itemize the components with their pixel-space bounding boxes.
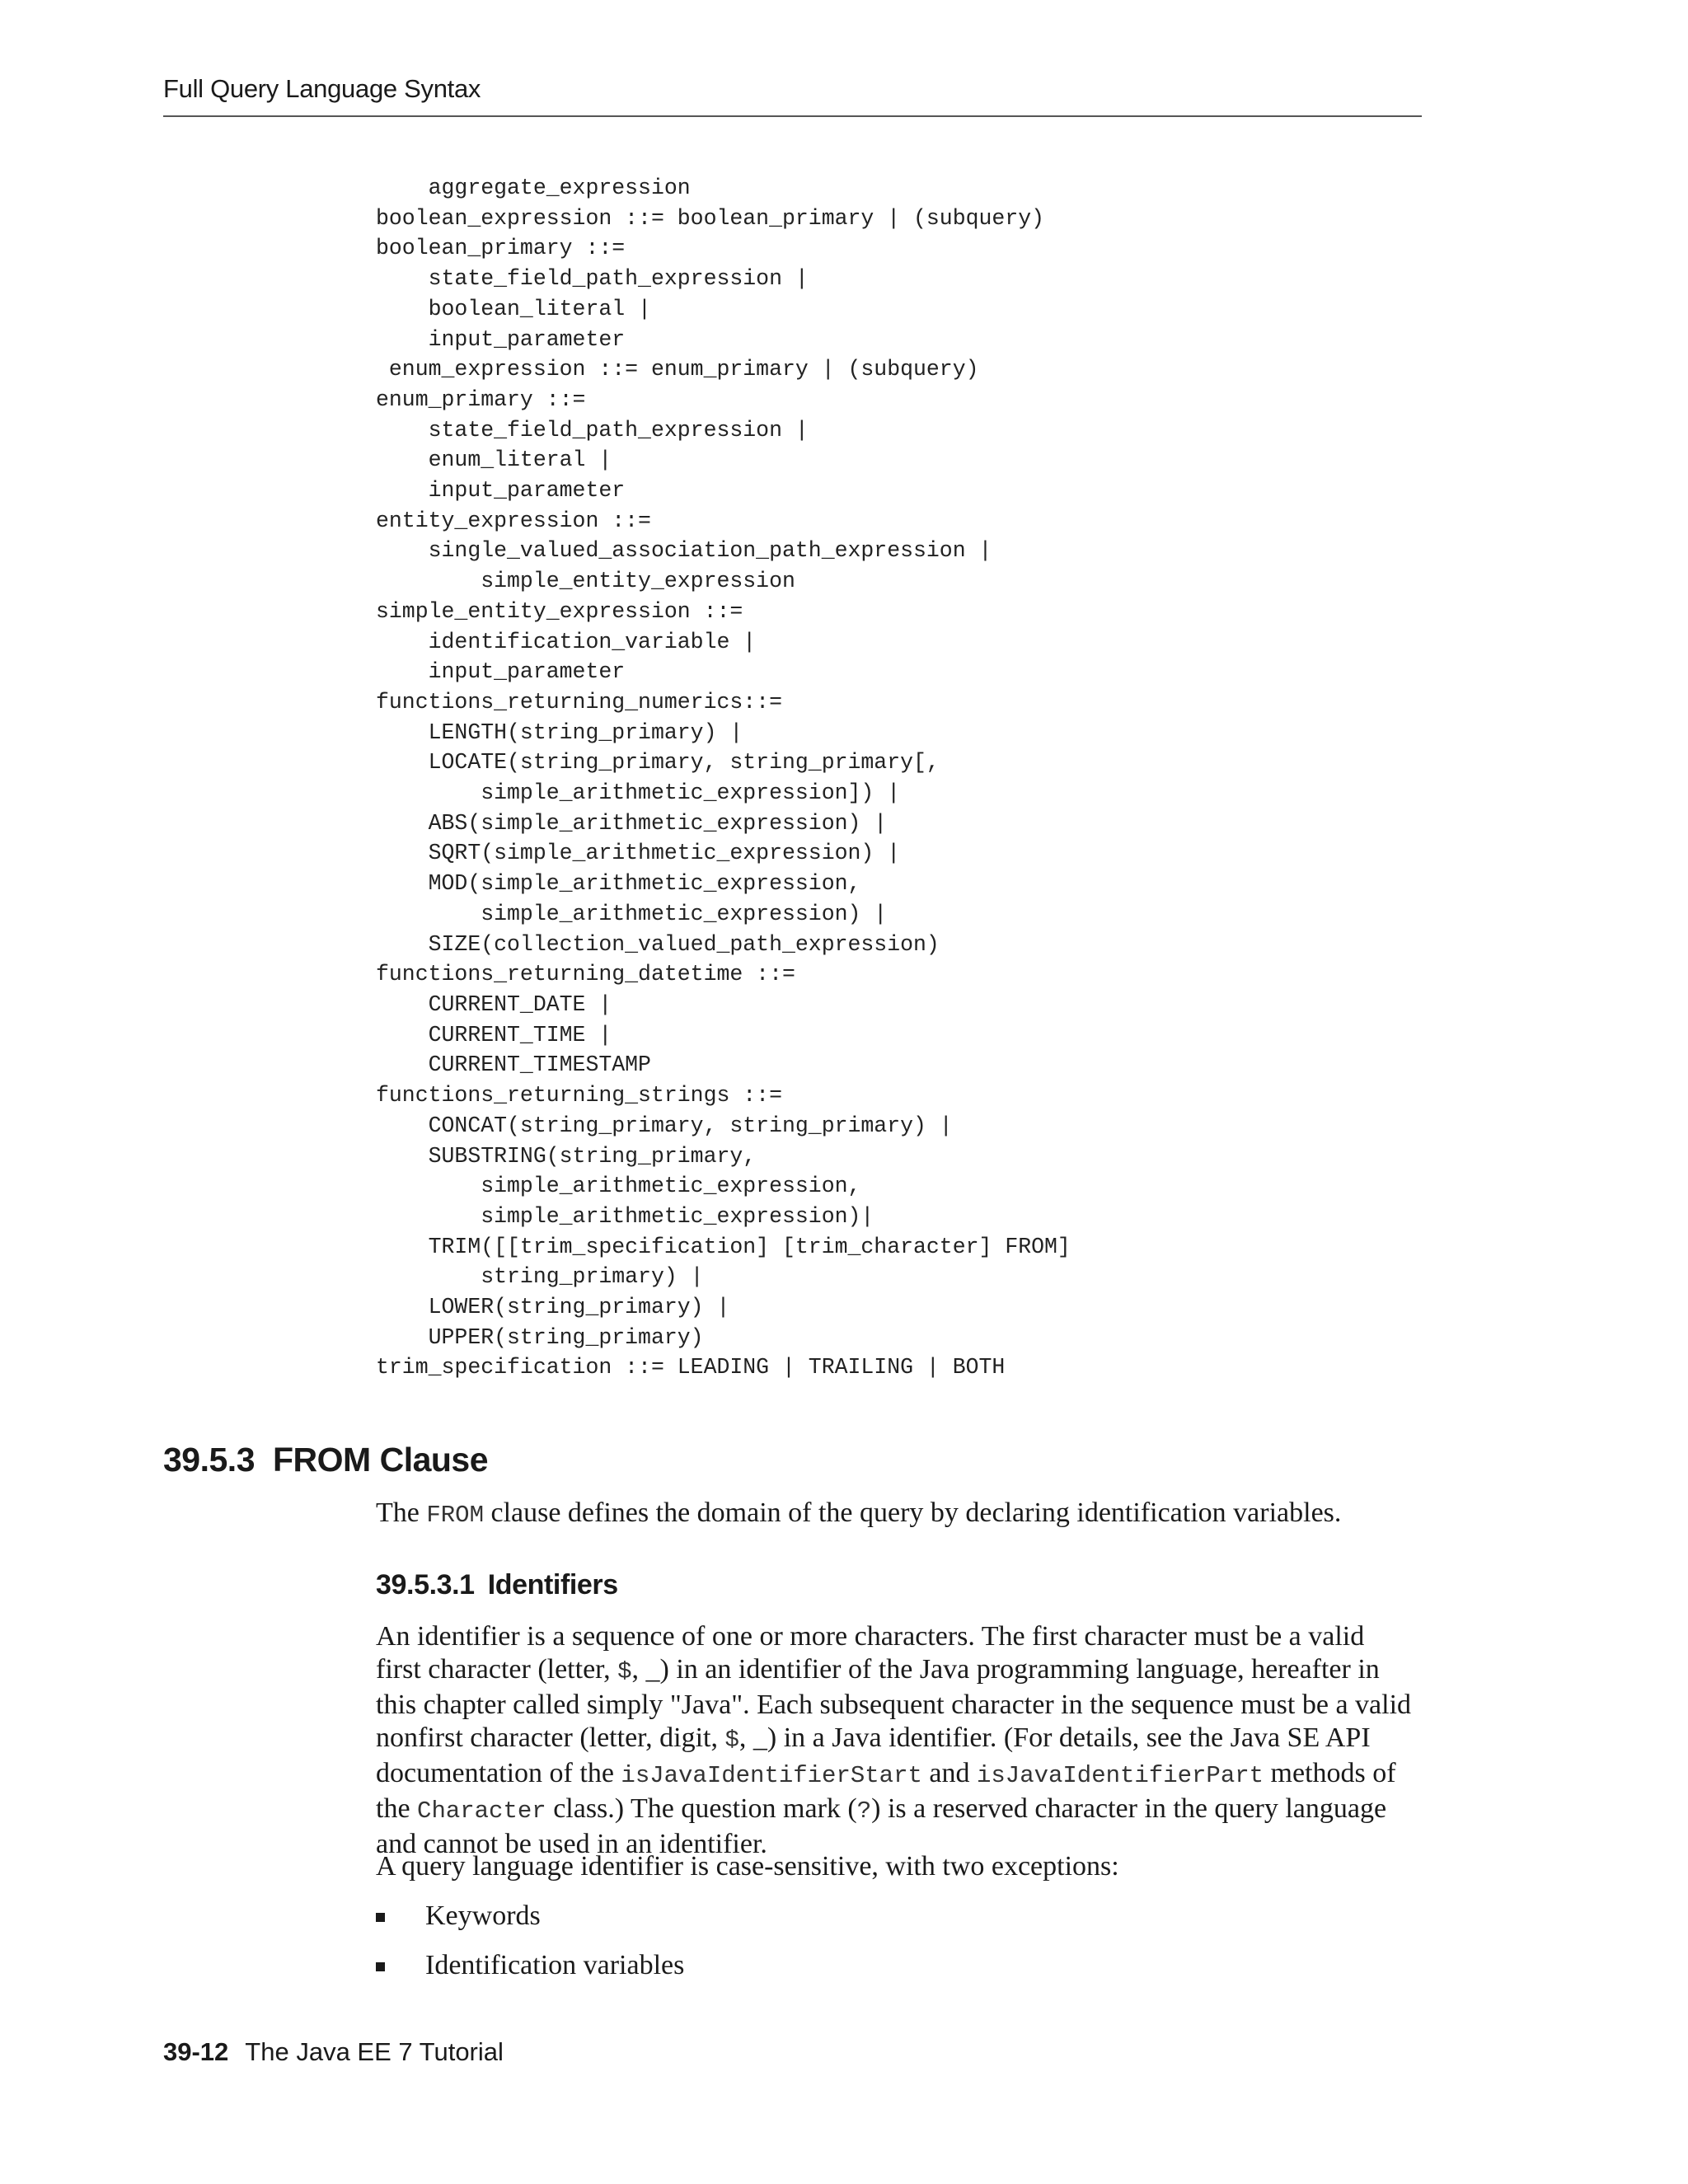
code-line: boolean_primary ::= (376, 236, 626, 261)
list-item-text: Identification variables (425, 1950, 685, 1980)
case-sensitivity-paragraph: A query language identifier is case-sensitive, with two exceptions: (376, 1851, 1119, 1882)
code-line: simple_entity_expression ::= (376, 598, 743, 624)
code-line: CURRENT_DATE | (376, 991, 612, 1017)
inline-code: FROM (426, 1502, 484, 1529)
code-line: single_valued_association_path_expression | (376, 538, 992, 564)
code-line: SIZE(collection_valued_path_expression) (376, 931, 940, 957)
intro-text: The (376, 1497, 427, 1528)
header-rule (163, 115, 1422, 117)
para-text: methods of the (376, 1758, 1396, 1824)
code-line: SUBSTRING(string_primary, (376, 1143, 757, 1169)
code-line: LENGTH(string_primary) | (376, 719, 743, 745)
page-footer (163, 2037, 504, 2067)
subsection-number: 39.5.3.1 (376, 1569, 475, 1601)
code-line: functions_returning_datetime ::= (376, 962, 795, 987)
para-text: An identifier is a sequence of one or more characters. The first character must be a valid first character (letter, (376, 1621, 1365, 1685)
section-title: FROM Clause (273, 1441, 489, 1479)
list-item-text: Keywords (425, 1900, 541, 1931)
code-line: functions_returning_strings ::= (376, 1083, 782, 1108)
code-line: identification_variable | (376, 629, 757, 654)
code-line: simple_arithmetic_expression)| (376, 1203, 874, 1229)
para-text: , _) in an identifier of the Java programming language, hereafter in this chapter called simply "Java". Each subsequent character in the sequence must be a valid nonfirst character (letter, digit, (376, 1654, 1412, 1753)
code-line: TRIM([[trim_specification] [trim_character] FROM] (376, 1234, 1071, 1259)
para-text: ) is a reserved character in the query language and cannot be used in an identifier. (376, 1793, 1387, 1859)
code-line: boolean_literal | (376, 296, 651, 321)
identifiers-paragraph (376, 1620, 1416, 1861)
bullet-square-icon (376, 1962, 385, 1971)
code-line: boolean_expression ::= boolean_primary | (subquery) (376, 205, 1045, 231)
code-line: UPPER(string_primary) (376, 1324, 704, 1350)
running-head: Full Query Language Syntax (163, 74, 481, 103)
inline-code: $ (617, 1658, 632, 1685)
list-item (376, 1900, 684, 1949)
section-number: 39.5.3 (163, 1441, 255, 1479)
inline-code: isJavaIdentifierPart (976, 1762, 1264, 1789)
code-line: state_field_path_expression | (376, 266, 809, 292)
code-line: simple_arithmetic_expression) | (376, 901, 888, 926)
code-line: CURRENT_TIME | (376, 1022, 612, 1047)
inline-code: ? (856, 1797, 872, 1825)
para-text: , _) in a Java identifier. (For details, see the Java SE API documentation of the (376, 1722, 1371, 1788)
code-line: input_parameter (376, 659, 626, 685)
code-line: entity_expression ::= (376, 508, 651, 533)
code-line: LOWER(string_primary) | (376, 1295, 730, 1320)
para-text: class.) The question mark ( (546, 1793, 857, 1824)
inline-code: $ (724, 1727, 739, 1754)
code-line: ABS(simple_arithmetic_expression) | (376, 810, 888, 836)
exceptions-list (376, 1900, 684, 1999)
code-line: MOD(simple_arithmetic_expression, (376, 871, 861, 897)
code-line: string_primary) | (376, 1264, 704, 1290)
code-line: input_parameter (376, 478, 626, 504)
subsection-heading (376, 1569, 618, 1601)
section-heading (163, 1441, 488, 1479)
code-line: SQRT(simple_arithmetic_expression) | (376, 841, 901, 866)
code-line: CURRENT_TIMESTAMP (376, 1052, 651, 1078)
code-line: input_parameter (376, 326, 626, 352)
inline-code: isJavaIdentifierStart (621, 1762, 922, 1789)
para-text: and (921, 1758, 977, 1788)
intro-text: clause defines the domain of the query by declaring identification variables. (483, 1497, 1342, 1528)
code-block (376, 173, 1071, 1383)
section-intro (376, 1497, 1447, 1532)
code-line: simple_arithmetic_expression]) | (376, 780, 901, 806)
page-number: 39-12 (163, 2037, 229, 2066)
code-line: state_field_path_expression | (376, 417, 809, 443)
bullet-square-icon (376, 1913, 385, 1922)
code-line: enum_literal | (376, 448, 612, 473)
code-line: simple_arithmetic_expression, (376, 1174, 861, 1199)
code-line: enum_primary ::= (376, 387, 586, 412)
inline-code: Character (417, 1797, 546, 1825)
code-line: aggregate_expression (376, 176, 691, 200)
subsection-title: Identifiers (487, 1569, 618, 1601)
code-line: simple_entity_expression (376, 569, 795, 594)
code-line: functions_returning_numerics::= (376, 689, 782, 715)
code-line: trim_specification ::= LEADING | TRAILING | BOTH (376, 1355, 1006, 1380)
book-title: The Java EE 7 Tutorial (245, 2037, 504, 2066)
code-line: LOCATE(string_primary, string_primary[, (376, 750, 940, 776)
code-line: enum_expression ::= enum_primary | (subquery) (376, 357, 979, 382)
list-item (376, 1949, 684, 1999)
code-line: CONCAT(string_primary, string_primary) | (376, 1113, 953, 1138)
